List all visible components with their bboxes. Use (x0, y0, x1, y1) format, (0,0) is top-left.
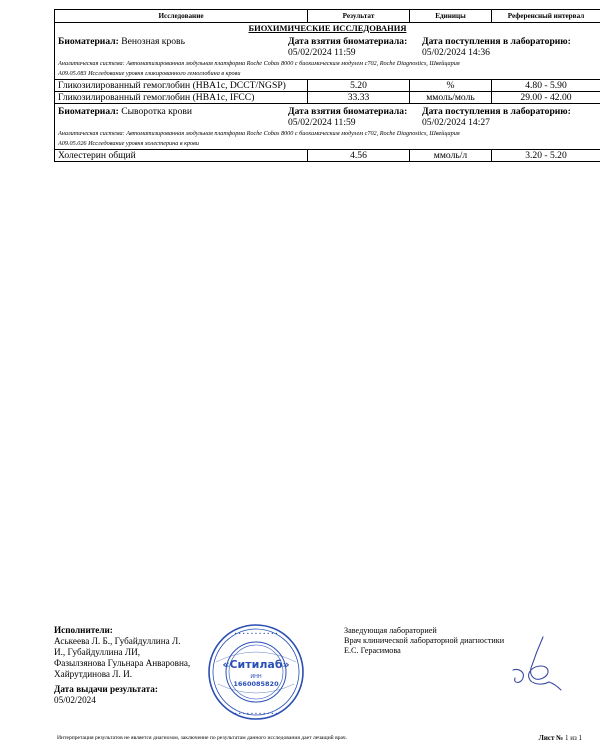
stamp-inn-label: ИНН (250, 674, 262, 680)
test-units: ммоль/моль (410, 92, 492, 104)
section-title: БИОХИМИЧЕСКИЕ ИССЛЕДОВАНИЯ (55, 23, 600, 35)
test-result: 5.20 (308, 80, 410, 92)
stamp-seal (206, 622, 306, 722)
collection-label: Дата взятия биоматериала: (288, 106, 408, 117)
arrival-date: 05/02/2024 14:27 (422, 117, 490, 128)
head-line: Е.С. Герасимова (344, 646, 401, 655)
disclaimer: Интерпретация результатов не является диагнозом, заключение по результатам данного исследования дает лечащий врач. (57, 735, 347, 741)
stamp-inn: 1660085820 (233, 680, 279, 688)
test-units: ммоль/л (410, 150, 492, 162)
page-of: из (570, 734, 577, 742)
test-result: 4.56 (308, 150, 410, 162)
arrival-date: 05/02/2024 14:36 (422, 47, 490, 58)
analytic-system: Аналитическая система: Автоматизированная модульная платформа Roche Cobas 8000 с биохимическим модулем c702, Roche Diagnostics, Швейцария (58, 130, 460, 137)
table-row (55, 92, 600, 104)
test-reference: 4.80 - 5.90 (492, 80, 600, 92)
biomaterial-value: Венозная кровь (121, 36, 185, 47)
biomaterial-label: Биоматериал: (58, 106, 119, 117)
performers-section (54, 625, 214, 706)
header-reference: Референсный интервал (492, 10, 600, 23)
page-number (539, 734, 582, 742)
test-name: Гликозилированный гемоглобин (HBA1c, DCCT/NGSP) (55, 80, 308, 92)
issue-label: Дата выдачи результата: (54, 684, 158, 694)
head-line: Заведующая лабораторией (344, 626, 437, 635)
page-current: 1 (564, 734, 569, 742)
test-name: Гликозилированный гемоглобин (HBA1c, IFCC) (55, 92, 308, 104)
performers-label: Исполнители: (54, 625, 113, 635)
analytic-system: Аналитическая система: Автоматизированная модульная платформа Roche Cobas 8000 с биохимическим модулем c702, Roche Diagnostics, Швейцария (58, 60, 460, 67)
header-study: Исследование (55, 10, 308, 23)
signature (505, 632, 565, 692)
performers-line: Аськеева Л. Б., Губайдуллина Л. (54, 636, 181, 646)
test-units: % (410, 80, 492, 92)
test-name: Холестерин общий (55, 150, 308, 162)
arrival-label: Дата поступления в лабораторию: (422, 106, 571, 117)
study-code: A09.05.083 Исследование уровня гликированного гемоглобина в крови (58, 70, 241, 77)
page-label: Лист № (538, 734, 564, 742)
table-header-row (55, 10, 600, 23)
head-line: Врач клинической лабораторной диагностики (344, 636, 505, 645)
biomaterial-block (55, 104, 600, 150)
lab-head-section (344, 626, 504, 656)
issue-date: 05/02/2024 (54, 695, 96, 705)
performers-line: Хайрутдинова Л. И. (54, 669, 133, 679)
svg-text:• • • • • • • • • • •: • • • • • • • • • • • (234, 632, 278, 637)
performers-line: И., Губайдуллина ЛИ, (54, 647, 141, 657)
performers-line: Фазылзянова Гульнара Анваровна, (54, 658, 191, 668)
biomaterial-block (55, 34, 600, 80)
biomaterial-label: Биоматериал: (58, 36, 119, 47)
test-reference: 29.00 - 42.00 (492, 92, 600, 104)
results-table (54, 9, 600, 162)
svg-text:• • • • • • • • • • •: • • • • • • • • • • • (234, 712, 278, 717)
header-result: Результат (308, 10, 410, 23)
header-units: Единицы (410, 10, 492, 23)
biomaterial-value: Сыворотка крови (121, 106, 193, 117)
table-row (55, 150, 600, 162)
stamp-name: «Ситилаб» (222, 658, 290, 671)
collection-label: Дата взятия биоматериала: (288, 36, 408, 47)
test-result: 33.33 (308, 92, 410, 104)
collection-date: 05/02/2024 11:59 (288, 117, 356, 128)
arrival-label: Дата поступления в лабораторию: (422, 36, 571, 47)
page-total: 1 (578, 734, 582, 742)
study-code: A09.05.026 Исследование уровня холестерина в крови (58, 140, 199, 147)
table-row (55, 80, 600, 92)
collection-date: 05/02/2024 11:59 (288, 47, 356, 58)
test-reference: 3.20 - 5.20 (492, 150, 600, 162)
